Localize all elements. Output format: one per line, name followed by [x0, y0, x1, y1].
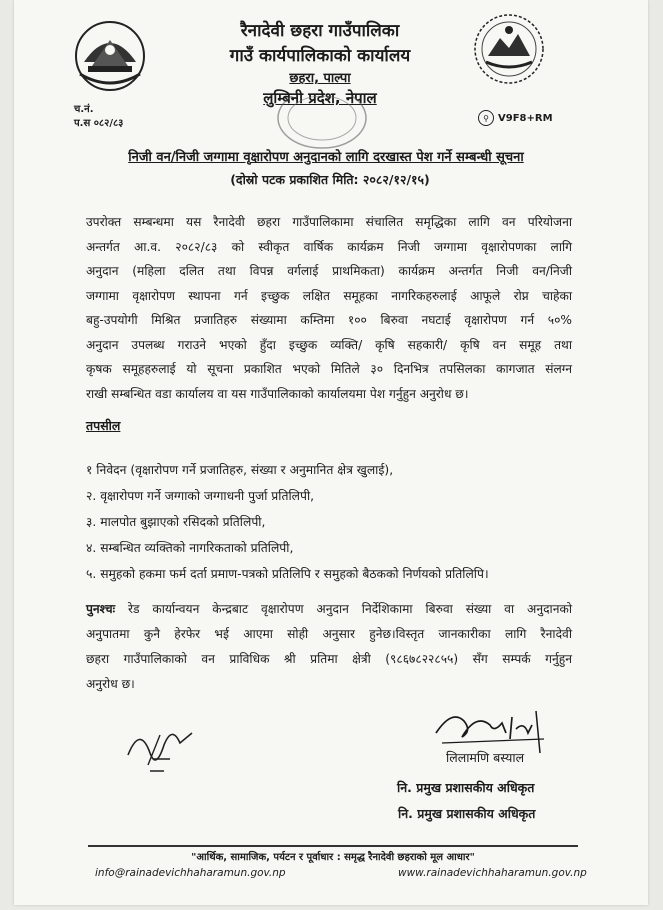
body-line: अनुदान उपलब्ध गराउने भएको हुँदा इच्छुक व्यक्ति/ कृषि सहकारी/ कृषि वन समूह तथा [86, 337, 572, 352]
body-line: राखी सम्बन्धित वडा कार्यालय वा यस गाउँपालिकाको कार्यालयमा पेश गर्नुहुन अनुरोध छ। [86, 386, 469, 401]
signatory-title: नि. प्रमुख प्रशासकीय अधिकृत [397, 780, 535, 795]
plus-code: V9F8+RM [498, 112, 553, 124]
note-line: रेड कार्यान्वयन केन्द्रबाट वृक्षारोपण अनुदान निर्देशिकामा बिरुवा संख्या वा अनुदानको [115, 602, 572, 616]
address-line-1: छहरा, पाल्पा [289, 71, 351, 86]
fiscal-year: प.स ०८२/८३ [74, 118, 124, 129]
list-item: ३. मालपोत बुझाएको रसिदको प्रतिलिपी, [86, 515, 266, 529]
body-line: कृषक समूहहरुलाई यो सूचना प्रकाशित भएको मितिले ३० दिनभित्र तपसिलका कागजात संलग्न [86, 362, 572, 376]
footer-email[interactable]: info@rainadevichhaharamun.gov.np [95, 867, 286, 879]
location-code [478, 110, 553, 126]
office-name: रैनादेवी छहरा गाउँपालिका [240, 21, 400, 41]
footer-motto: "आर्थिक, सामाजिक, पर्यटन र पूर्वाधार : समृद्ध रैनादेवी छहराको मूल आधार" [191, 852, 475, 863]
note-line: अनुपातमा कुनै हेरफेर भई आएमा सोही अनुसार हुनेछ।विस्तृत जानकारीका लागि रैनादेवी [86, 627, 572, 641]
note-line: अनुरोध छ। [86, 677, 135, 691]
list-item: २. वृक्षारोपण गर्ने जग्गाको जग्गाधनी पुर्जा प्रतिलिपी, [86, 489, 315, 503]
list-heading: तपसील [86, 418, 121, 433]
list-item: ४. सम्बन्धित व्यक्तिको नागरिकताको प्रतिलिपी, [86, 541, 294, 555]
reference-number-label: च.नं. [74, 104, 94, 115]
municipality-logo-icon [472, 12, 546, 86]
address-line-2: लुम्बिनी प्रदेश, नेपाल [263, 89, 377, 107]
signatory-name: लिलामणि बस्याल [446, 750, 525, 765]
list-item: १ निवेदन (वृक्षारोपण गर्ने प्रजातिहरु, संख्या र अनुमानित क्षेत्र खुलाई), [86, 463, 394, 477]
list-item: ५. समुहको हकमा फर्म दर्ता प्रमाण-पत्रको प्रतिलिपि र समुहको बैठकको निर्णयको प्रतिलिपि। [86, 567, 489, 581]
emblem-logo-icon [70, 16, 150, 96]
document-list [86, 457, 489, 587]
body-line: अन्तर्गत आ.व. २०८२/८३ को स्वीकृत वार्षिक कार्यक्रम निजी जग्गामा वृक्षारोपणका लागि [86, 239, 572, 254]
publication-date: (दोस्रो पटक प्रकाशित मिति: २०८२/१२/१५) [230, 172, 430, 187]
body-line: बहु-उपयोगी मिश्रित प्रजातिहरु संख्यामा कम्तिमा १०० बिरुवा नघटाई वृक्षारोपण गर्न ५०% [86, 313, 572, 327]
signatory-stamp: नि. प्रमुख प्रशासकीय अधिकृत [398, 806, 536, 821]
note-label: पुनश्चः [86, 602, 116, 616]
notice-body [86, 210, 572, 406]
office-subtitle: गाउँ कार्यपालिकाको कार्यालय [229, 46, 411, 66]
body-line: अनुदान (महिला दलित तथा विपन्न वर्गलाई प्राथमिकता) कार्यक्रम अन्तर्गत निजी वन/निजी [86, 264, 572, 278]
location-pin-icon: ⚲ [478, 110, 494, 126]
initials-mark [120, 715, 200, 775]
footer-website[interactable]: www.rainadevichhaharamun.gov.np [398, 867, 587, 879]
body-line: उपरोक्त सम्बन्धमा यस रैनादेवी छहरा गाउँपालिकामा संचालित समृद्धिका लागि वन परियोजना [86, 215, 572, 229]
footer-divider [88, 845, 578, 847]
body-line: जग्गामा वृक्षारोपण स्थापना गर्न इच्छुक लक्षित समूहका नागरिकहरुलाई आफूले रोप्न चाहेका [86, 288, 572, 303]
postscript-note [86, 597, 572, 697]
note-line: छहरा गाउँपालिकाको वन प्राविधिक श्री प्रतिमा क्षेत्री (९८६७८२२८५५) सँग सम्पर्क गर्नुहुन [86, 652, 572, 666]
notice-subject: निजी वन/निजी जग्गामा वृक्षारोपण अनुदानको लागि दरखास्त पेश गर्ने सम्बन्धी सूचना [128, 150, 524, 165]
